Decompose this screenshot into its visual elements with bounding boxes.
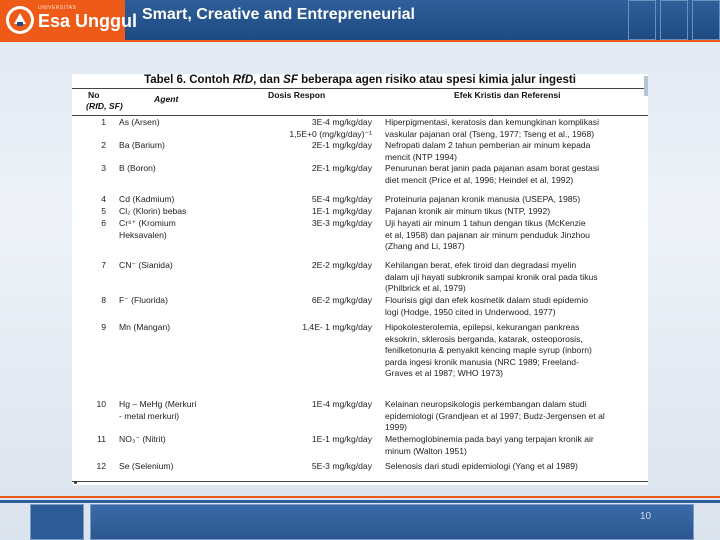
row-number: 2 xyxy=(101,140,106,150)
dosis-cell: 5E-4 mg/kg/day xyxy=(311,194,372,204)
row-number: 3 xyxy=(101,163,106,173)
agent-cell: Mn (Mangan) xyxy=(119,322,171,332)
efek-cell: Hipokolesterolemia, epilepsi, kekurangan pankreas xyxy=(385,322,580,332)
header-decor-box xyxy=(660,0,688,40)
header-efek: Efek Kristis dan Referensi xyxy=(454,90,561,100)
dosis-cell: 3E-3 mg/kg/day xyxy=(311,218,372,228)
header-no: No xyxy=(88,90,100,100)
efek-cell: dalam uji hayati subkronik sampai kronik oral pada tikus xyxy=(385,271,598,282)
agent-cell: As (Arsen) xyxy=(119,117,160,127)
university-seal-icon xyxy=(4,4,36,36)
agent-cell: Cr⁶⁺ (Kromium xyxy=(119,218,176,228)
footer-orange-line xyxy=(0,496,720,498)
agent-cell: B (Boron) xyxy=(119,163,156,173)
efek-cell: epidemiologi (Grandjean et al 1997; Budz-Jergensen et al xyxy=(385,410,605,421)
dosis-cell: 1,4E- 1 mg/kg/day xyxy=(302,322,372,332)
row-number: 5 xyxy=(101,206,106,216)
agent-cell: Cl₂ (Klorin) bebas xyxy=(119,206,187,216)
efek-cell: Hiperpigmentasi, keratosis dan kemungkinan komplikasi xyxy=(385,117,599,127)
image-edge-mark xyxy=(644,76,648,96)
slide-header xyxy=(0,0,720,40)
header-dosis: Dosis Respon xyxy=(268,90,326,100)
agent-cell: Se (Selenium) xyxy=(119,461,174,471)
agent-cell: Cd (Kadmium) xyxy=(119,194,175,204)
header-agent: Agent xyxy=(154,94,179,104)
dosis-cell: 1E-4 mg/kg/day xyxy=(311,399,372,409)
page-number: 10 xyxy=(640,511,652,522)
dosis-cell: 5E-3 mg/kg/day xyxy=(311,461,372,471)
efek-cell: Selenosis dari studi epidemiologi (Yang et al 1989) xyxy=(385,461,578,471)
table-top-rule xyxy=(72,88,648,89)
efek-cell: Kelainan neuropsikologis perkembangan dalam studi xyxy=(385,399,587,409)
row-number: 12 xyxy=(96,461,106,471)
agent-cell: - metal merkuri) xyxy=(119,410,180,421)
agent-cell: NO₃⁻ (Nitrit) xyxy=(119,434,166,444)
efek-cell: Uji hayati air minum 1 tahun dengan tikus (McKenzie xyxy=(385,218,586,228)
agent-cell: F⁻ (Fluorida) xyxy=(119,295,168,305)
header-decor-box xyxy=(628,0,656,40)
dosis-cell: 2E-1 mg/kg/day xyxy=(311,163,372,173)
header-rfd-sf: (RfD, SF) xyxy=(86,101,123,111)
efek-cell: eksokrin, sklerosis berganda, katarak, osteoporosis, xyxy=(385,333,583,344)
dosis-cell: 1E-1 mg/kg/day xyxy=(311,434,372,444)
footer-blue-line xyxy=(0,500,720,503)
logo xyxy=(0,0,138,40)
row-number: 4 xyxy=(101,194,106,204)
efek-cell: fenilketonuria & penyakit kencing maple syrup (inborn) xyxy=(385,345,592,356)
dosis-cell: 6E-2 mg/kg/day xyxy=(311,295,372,305)
agent-cell: CN⁻ (Sianida) xyxy=(119,260,173,270)
header-decor-box xyxy=(692,0,720,40)
footer-decor-box xyxy=(30,504,84,540)
bullet-dot xyxy=(74,481,77,484)
efek-cell: (Philbrick et al, 1979) xyxy=(385,283,466,294)
row-number: 7 xyxy=(101,260,106,270)
dosis-cell: 2E-1 mg/kg/day xyxy=(311,140,372,150)
slide-footer xyxy=(0,490,720,540)
logo-university-label: UNIVERSITAS xyxy=(38,5,77,11)
agent-cell: Heksavalen) xyxy=(119,229,167,240)
efek-cell: Kehilangan berat, efek tiroid dan degradasi myelin xyxy=(385,260,577,270)
efek-cell: Proteinuria pajanan kronik manusia (USEPA, 1985) xyxy=(385,194,581,204)
efek-cell: mencit (NTP 1994) xyxy=(385,151,457,162)
table-bottom-rule xyxy=(72,481,648,482)
tagline: Smart, Creative and Entrepreneurial xyxy=(142,6,415,23)
agent-cell: Hg – MeHg (Merkuri xyxy=(119,399,197,409)
row-number: 11 xyxy=(97,434,106,444)
efek-cell: Methemoglobinemia pada bayi yang terpajan kronik air xyxy=(385,434,594,444)
efek-cell: Pajanan kronik air minum tikus (NTP, 1992) xyxy=(385,206,551,216)
footer-bar xyxy=(90,504,694,540)
row-number: 1 xyxy=(101,117,106,127)
efek-cell: (Zhang and Li, 1987) xyxy=(385,241,465,252)
efek-cell: parda ingesi kronik manusia (NRC 1989; Freeland- xyxy=(385,356,579,367)
row-number: 6 xyxy=(101,218,106,228)
efek-cell: 1999) xyxy=(385,422,407,433)
dosis-cell: 1E-1 mg/kg/day xyxy=(311,206,372,216)
table-header-rule xyxy=(72,115,648,116)
header-accent-line xyxy=(0,40,720,42)
efek-cell: Penurunan berat janin pada pajanan asam borat gestasi xyxy=(385,163,600,173)
efek-cell: diet mencit (Price et al, 1996; Heindel et al, 1992) xyxy=(385,174,574,185)
efek-cell: vaskular pajanan oral (Tseng, 1977; Tseng et al., 1968) xyxy=(385,128,595,139)
row-number: 8 xyxy=(101,295,106,305)
dosis-cell: 3E-4 mg/kg/day xyxy=(311,117,372,127)
logo-name: Esa Unggul xyxy=(38,11,138,31)
efek-cell: Flourisis gigi dan efek kosmetik dalam studi epidemio xyxy=(385,295,589,305)
row-number: 10 xyxy=(96,399,106,409)
efek-cell: logi (Hodge, 1950 cited in Underwood, 1977) xyxy=(385,306,556,317)
efek-cell: Nefropati dalam 2 tahun pemberian air minum kepada xyxy=(385,140,591,150)
row-number: 9 xyxy=(101,322,106,332)
efek-cell: minum (Walton 1951) xyxy=(385,445,467,456)
agent-cell: Ba (Barium) xyxy=(119,140,165,150)
efek-cell: et al, 1958) dan pajanan air minum penduduk Jinzhou xyxy=(385,229,590,240)
dosis-cell: 2E-2 mg/kg/day xyxy=(311,260,372,270)
dosis-cell: 1,5E+0 (mg/kg/day)⁻¹ xyxy=(289,128,372,139)
table-caption: Tabel 6. Contoh RfD, dan SF beberapa agen risiko atau spesi kimia jalur ingesti xyxy=(144,74,576,86)
efek-cell: Graves et al 1987; WHO 1973) xyxy=(385,368,503,379)
table-image xyxy=(72,74,648,485)
